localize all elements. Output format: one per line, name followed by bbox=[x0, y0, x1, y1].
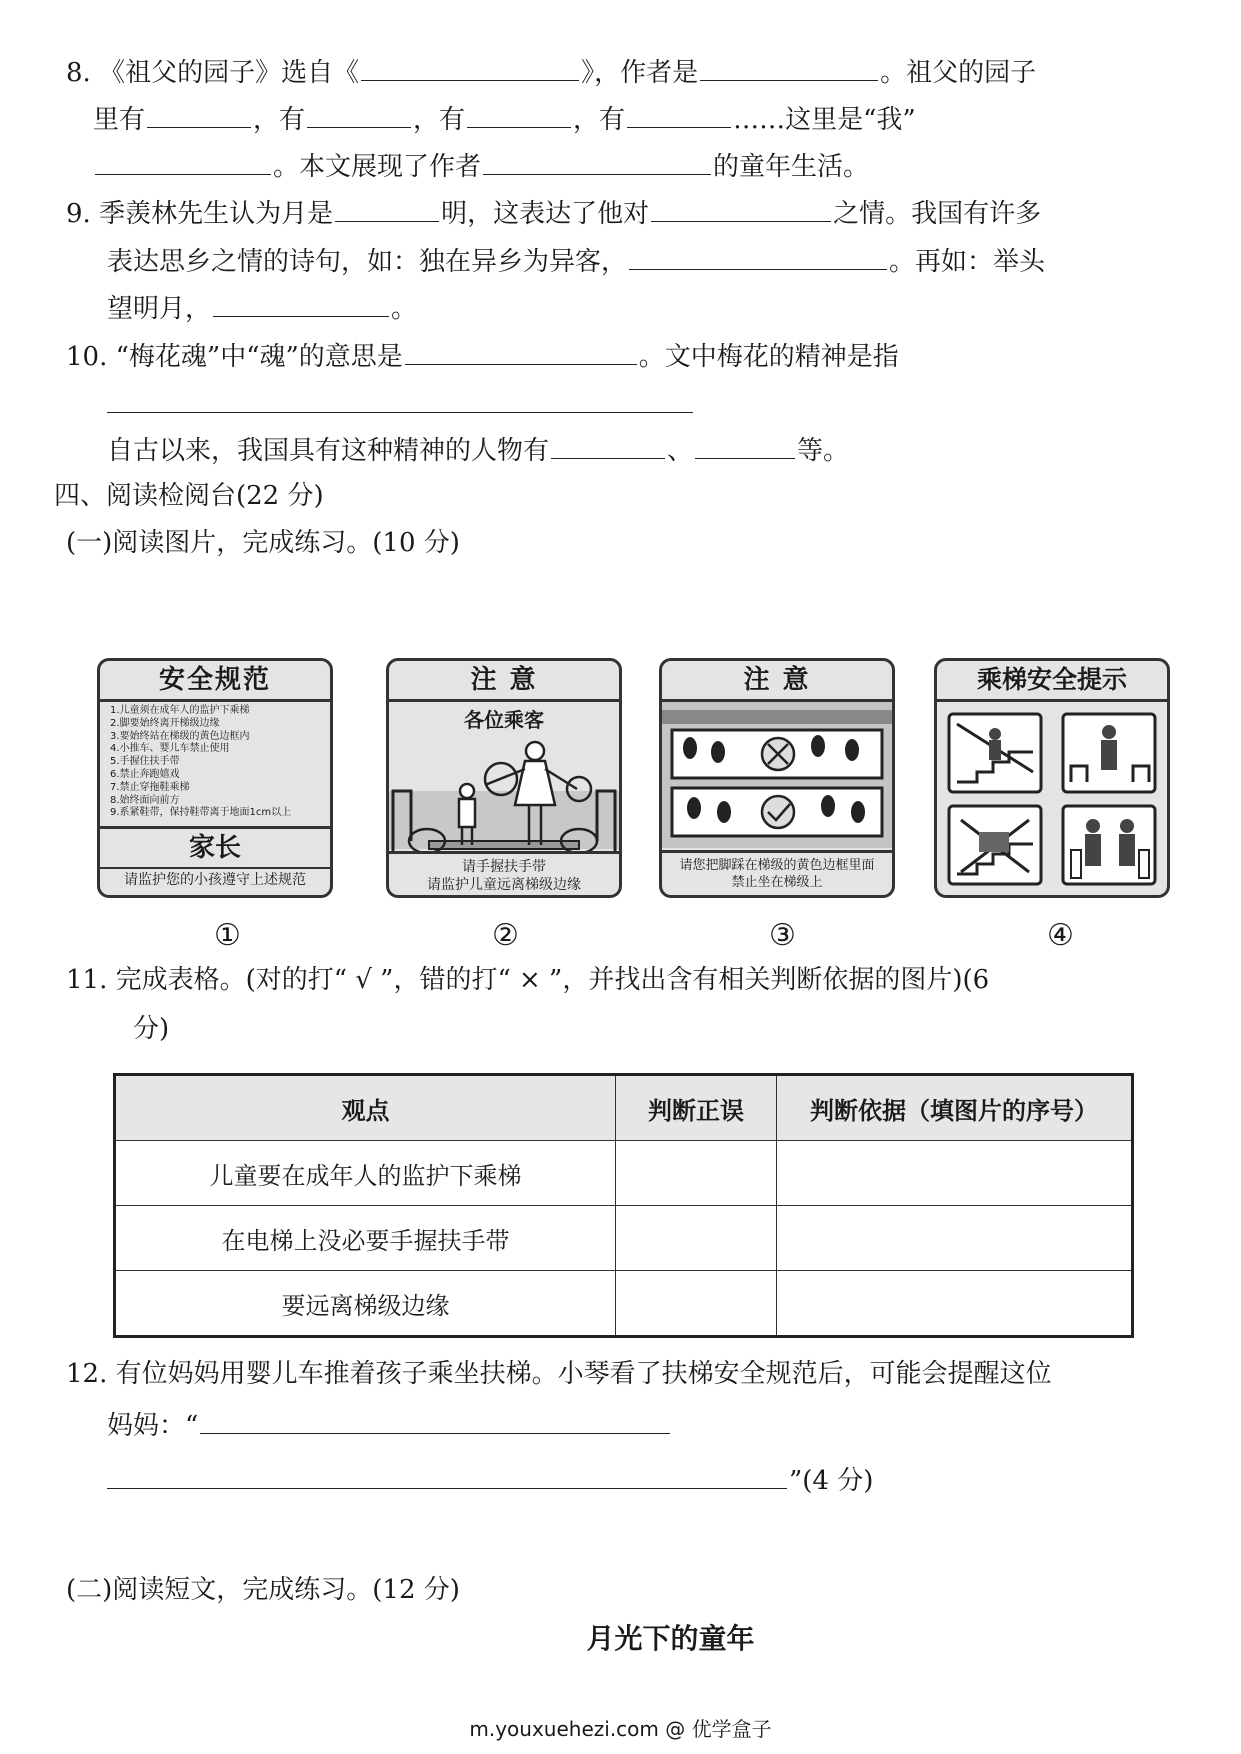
q10-text: 。文中梅花的精神是指 bbox=[638, 342, 899, 372]
picture-number: ④ bbox=[1047, 918, 1074, 953]
blank[interactable] bbox=[95, 148, 271, 175]
q9-line2 bbox=[107, 243, 1045, 279]
escalator-safety-tips-illustration bbox=[937, 702, 1167, 898]
judgement-cell[interactable] bbox=[616, 1271, 777, 1337]
picture-number: ② bbox=[492, 918, 519, 953]
rule-item: 6.禁止奔跑嬉戏 bbox=[110, 768, 180, 780]
section-title: 四、阅读检阅台(22 分) bbox=[54, 481, 324, 511]
blank[interactable] bbox=[551, 432, 665, 459]
q8-text: 8. 《祖父的园子》选自《 bbox=[66, 58, 360, 88]
rule-item: 7.禁止穿拖鞋乘梯 bbox=[110, 781, 190, 793]
escalator-step-illustration bbox=[662, 702, 892, 850]
q10-text: 等。 bbox=[797, 436, 850, 466]
judgement-cell[interactable] bbox=[616, 1206, 777, 1271]
basis-cell[interactable] bbox=[777, 1271, 1133, 1337]
picture-4 bbox=[934, 658, 1170, 898]
q8-line1 bbox=[66, 54, 1036, 90]
q9-text: 表达思乡之情的诗句，如：独在异乡为异客， bbox=[107, 247, 628, 277]
blank[interactable] bbox=[695, 432, 795, 459]
rule-item: 5.手握住扶手带 bbox=[110, 756, 180, 768]
blank[interactable] bbox=[307, 101, 411, 128]
rule-item: 9.系紧鞋带，保持鞋带离于地面1cm以上 bbox=[110, 807, 292, 819]
part2-title: (二)阅读短文，完成练习。(12 分) bbox=[66, 1575, 460, 1605]
basis-cell[interactable] bbox=[777, 1206, 1133, 1271]
blank[interactable] bbox=[467, 101, 571, 128]
card-footer-line: 请监护儿童远离梯级边缘 bbox=[427, 877, 581, 893]
judgement-cell[interactable] bbox=[616, 1141, 777, 1206]
blank[interactable] bbox=[405, 338, 637, 365]
judgement-table bbox=[113, 1073, 1134, 1338]
q8-text: ，有 bbox=[413, 105, 466, 135]
q8-text: 。祖父的园子 bbox=[880, 58, 1037, 88]
blank[interactable] bbox=[147, 101, 251, 128]
answer-line[interactable] bbox=[107, 412, 693, 413]
q11-line2: 分) bbox=[133, 1014, 170, 1044]
q8-line3 bbox=[93, 148, 869, 184]
q8-text: 》，作者是 bbox=[581, 58, 699, 88]
rule-item: 2.脚要始终离开梯级边缘 bbox=[110, 717, 220, 729]
header-judgement: 判断正误 bbox=[616, 1075, 777, 1141]
q8-line2 bbox=[93, 101, 916, 137]
blank[interactable] bbox=[627, 101, 731, 128]
q11-line1: 11. 完成表格。(对的打“ √ ”，错的打“ × ”，并找出含有相关判断依据的图片)(6 bbox=[66, 965, 990, 995]
blank[interactable] bbox=[200, 1407, 670, 1434]
card-title: 注 意 bbox=[662, 661, 892, 702]
card-footer-line: 请手握扶手带 bbox=[462, 859, 546, 875]
rules-list bbox=[100, 702, 330, 826]
picture-1 bbox=[97, 658, 333, 898]
q9-text: 。再如：举头 bbox=[889, 247, 1046, 277]
escalator-handrail-illustration bbox=[389, 733, 619, 851]
footer-watermark: m.youxuehezi.com @ 优学盒子 bbox=[469, 1717, 772, 1741]
basis-cell[interactable] bbox=[777, 1141, 1133, 1206]
q9-text: 明，这表达了他对 bbox=[441, 199, 650, 229]
card-footer-line: 禁止坐在梯级上 bbox=[731, 875, 823, 890]
q9-text: 。 bbox=[391, 294, 418, 324]
rule-item: 3.要始终站在梯级的黄色边框内 bbox=[110, 730, 250, 742]
picture-number: ③ bbox=[769, 918, 796, 953]
blank[interactable] bbox=[213, 290, 389, 317]
q10-line3 bbox=[107, 432, 849, 468]
blank[interactable] bbox=[361, 54, 579, 81]
card-footer: 请监护您的小孩遵守上述规范 bbox=[100, 867, 330, 891]
q9-line3 bbox=[107, 290, 417, 326]
q8-text: 里有 bbox=[93, 105, 146, 135]
q12-line1: 12. 有位妈妈用婴儿车推着孩子乘坐扶梯。小琴看了扶梯安全规范后，可能会提醒这位 bbox=[66, 1359, 1052, 1389]
story-title: 月光下的童年 bbox=[586, 1622, 755, 1655]
part1-title: (一)阅读图片，完成练习。(10 分) bbox=[66, 528, 460, 558]
card-footer-title: 家长 bbox=[100, 826, 330, 867]
header-opinion: 观点 bbox=[115, 1075, 616, 1141]
q8-text: ……这里是“我” bbox=[733, 105, 916, 135]
picture-2 bbox=[386, 658, 622, 898]
card-footer bbox=[662, 850, 892, 891]
q12-text: 妈妈：“ bbox=[107, 1411, 199, 1441]
table-header-row bbox=[115, 1075, 1133, 1141]
blank[interactable] bbox=[483, 148, 711, 175]
q9-text: 望明月， bbox=[107, 294, 212, 324]
q12-line2 bbox=[107, 1407, 672, 1443]
table-row bbox=[115, 1141, 1133, 1206]
q9-line1 bbox=[66, 195, 1041, 231]
q10-text: 10. “梅花魂”中“魂”的意思是 bbox=[66, 342, 403, 372]
picture-number: ① bbox=[214, 918, 241, 953]
card-title: 乘梯安全提示 bbox=[937, 661, 1167, 702]
card-title: 注 意 bbox=[389, 661, 619, 702]
q8-text: 。本文展现了作者 bbox=[273, 152, 482, 182]
q9-text: 9. 季羡林先生认为月是 bbox=[66, 199, 334, 229]
blank[interactable] bbox=[700, 54, 878, 81]
table-row bbox=[115, 1206, 1133, 1271]
card-title: 安全规范 bbox=[100, 661, 330, 702]
q8-text: ，有 bbox=[573, 105, 626, 135]
card-footer-line: 请您把脚踩在梯级的黄色边框里面 bbox=[679, 858, 875, 873]
header-basis: 判断依据（填图片的序号） bbox=[777, 1075, 1133, 1141]
q9-text: 之情。我国有许多 bbox=[833, 199, 1042, 229]
card-footer bbox=[389, 851, 619, 894]
picture-3 bbox=[659, 658, 895, 898]
rule-item: 4.小推车、婴儿车禁止使用 bbox=[110, 743, 230, 755]
blank[interactable] bbox=[629, 243, 887, 270]
table-row bbox=[115, 1271, 1133, 1337]
blank[interactable] bbox=[651, 195, 831, 222]
q12-line3 bbox=[107, 1462, 873, 1498]
q8-text: 的童年生活。 bbox=[713, 152, 870, 182]
q10-text: 自古以来，我国具有这种精神的人物有 bbox=[107, 436, 550, 466]
q10-text: 、 bbox=[667, 436, 694, 466]
card-subtitle: 各位乘客 bbox=[464, 708, 544, 732]
opinion-cell: 在电梯上没必要手握扶手带 bbox=[115, 1206, 616, 1271]
rule-item: 1.儿童须在成年人的监护下乘梯 bbox=[110, 705, 250, 716]
q10-line1 bbox=[66, 338, 899, 374]
blank[interactable] bbox=[335, 195, 439, 222]
opinion-cell: 儿童要在成年人的监护下乘梯 bbox=[115, 1141, 616, 1206]
q8-text: ，有 bbox=[253, 105, 306, 135]
q12-text: ”(4 分) bbox=[789, 1466, 874, 1496]
opinion-cell: 要远离梯级边缘 bbox=[115, 1271, 616, 1337]
rule-item: 8.始终面向前方 bbox=[110, 794, 180, 806]
blank[interactable] bbox=[107, 1462, 787, 1489]
